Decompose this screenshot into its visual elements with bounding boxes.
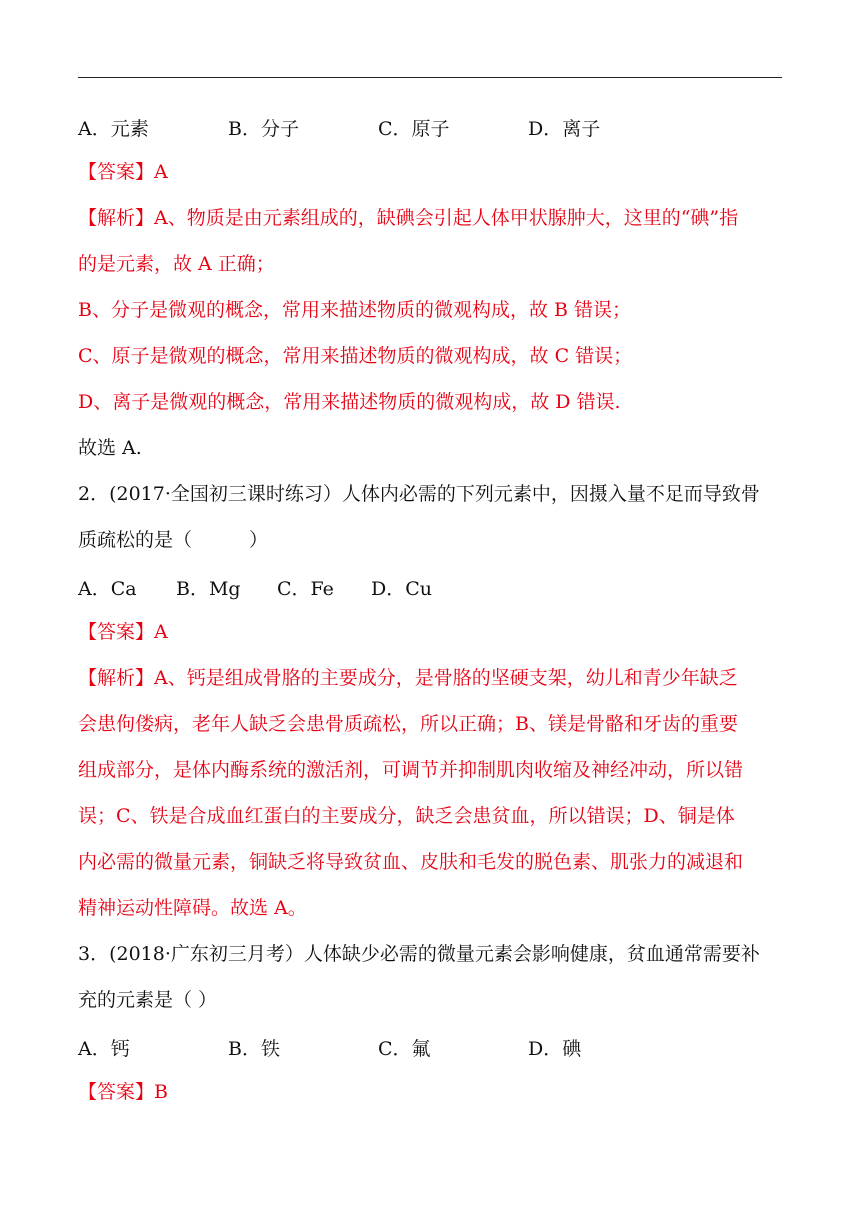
q2-stem-line: 质疏松的是（ ） [78, 529, 269, 551]
q2-option-a: A．Ca [78, 578, 137, 600]
q1-analysis-line: 的是元素，故 A 正确； [78, 253, 275, 275]
q1-analysis-line: C、原子是微观的概念，常用来描述物质的微观构成，故 C 错误； [78, 345, 633, 367]
q2-option-c: C．Fe [277, 578, 334, 600]
q2-stem-line: 2．(2017·全国初三课时练习）人体内必需的下列元素中，因摄入量不足而导致骨 [78, 483, 760, 505]
q3-option-a: A．钙 [78, 1038, 130, 1060]
q2-analysis-line: 误；C、铁是合成血红蛋白的主要成分，缺乏会患贫血，所以错误；D、铜是体 [78, 805, 735, 827]
q1-option-b: B．分子 [228, 118, 299, 140]
q1-analysis-line: B、分子是微观的概念，常用来描述物质的微观构成，故 B 错误； [78, 299, 632, 321]
q2-option-d: D．Cu [371, 578, 433, 600]
header-rule [78, 77, 782, 78]
q3-stem-line: 充的元素是（ ） [78, 989, 218, 1011]
q2-answer: 【答案】A [78, 621, 168, 643]
q2-analysis-line: 【解析】A、钙是组成骨胳的主要成分，是骨胳的坚硬支架，幼儿和青少年缺乏 [78, 667, 738, 689]
q1-analysis-line: D、离子是微观的概念，常用来描述物质的微观构成，故 D 错误. [78, 391, 621, 413]
q3-option-b: B．铁 [228, 1038, 280, 1060]
q3-option-c: C．氟 [378, 1038, 431, 1060]
q1-conclusion: 故选 A. [78, 437, 142, 459]
q3-option-d: D．碘 [528, 1038, 582, 1060]
q1-option-a: A．元素 [78, 118, 149, 140]
q2-analysis-line: 精神运动性障碍。故选 A。 [78, 897, 307, 919]
q1-answer: 【答案】A [78, 161, 168, 183]
q1-option-c: C．原子 [378, 118, 450, 140]
q3-stem-line: 3．(2018·广东初三月考）人体缺少必需的微量元素会影响健康，贫血通常需要补 [78, 943, 760, 965]
q2-analysis-line: 内必需的微量元素，铜缺乏将导致贫血、皮肤和毛发的脱色素、肌张力的减退和 [78, 851, 744, 873]
q1-analysis-line: 【解析】A、物质是由元素组成的，缺碘会引起人体甲状腺肿大，这里的“碘”指 [78, 207, 739, 229]
q2-analysis-line: 组成部分，是体内酶系统的激活剂，可调节并抑制肌肉收缩及神经冲动，所以错 [78, 759, 744, 781]
q1-option-d: D．离子 [528, 118, 601, 140]
q2-option-b: B．Mg [176, 578, 241, 600]
q2-analysis-line: 会患佝偻病，老年人缺乏会患骨质疏松，所以正确；B、镁是骨骼和牙齿的重要 [78, 713, 738, 735]
q3-answer: 【答案】B [78, 1081, 168, 1103]
